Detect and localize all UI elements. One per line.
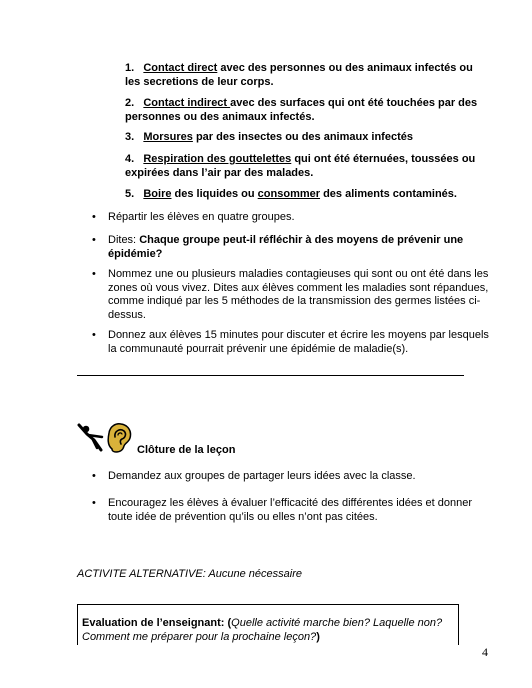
term-contact-indirect: Contact indirect bbox=[143, 97, 231, 109]
term-morsures: Morsures bbox=[143, 131, 193, 143]
bullet-glyph: • bbox=[92, 329, 96, 341]
numbered-item-2: 2. Contact indirect avec des surfaces qui ont été touchées par des personnes ou des animaux infectés. bbox=[125, 97, 478, 123]
stretching-person-icon bbox=[79, 425, 102, 450]
numbered-item-5: 5. Boire des liquides ou consommer des aliments contaminés. bbox=[125, 188, 457, 200]
term-consommer: consommer bbox=[257, 188, 321, 200]
closure-title: Clôture de la leçon bbox=[137, 444, 236, 456]
numbered-item-1: 1. Contact direct avec des personnes ou des animaux infectés ou les secretions de leur corps. bbox=[125, 62, 473, 88]
bullet-glyph: • bbox=[92, 211, 96, 223]
bullet-glyph: • bbox=[92, 497, 96, 509]
alternative-activity: ACTIVITE ALTERNATIVE: Aucune nécessaire bbox=[77, 568, 302, 580]
bullet-glyph: • bbox=[92, 234, 96, 246]
page-number: 4 bbox=[482, 645, 488, 659]
teacher-evaluation-box bbox=[77, 604, 459, 645]
term-respiration: Respiration des gouttelettes bbox=[143, 153, 292, 165]
section-divider bbox=[77, 375, 464, 376]
term-contact-direct: Contact direct bbox=[143, 62, 218, 74]
term-boire: Boire bbox=[143, 188, 172, 200]
ear-icon bbox=[108, 424, 130, 452]
teacher-evaluation-text: Evaluation de l’enseignant: (Quelle activité marche bien? Laquelle non? Comment me préparer pour la prochaine leçon?) bbox=[82, 617, 443, 643]
bullet-glyph: • bbox=[92, 470, 96, 482]
numbered-item-4: 4. Respiration des gouttelettes qui ont été éternuées, toussées ou expirées dans l’air par des malades. bbox=[125, 153, 476, 179]
closure-icons bbox=[76, 421, 134, 453]
bullet-glyph: • bbox=[92, 268, 96, 280]
numbered-item-3: 3. Morsures par des insectes ou des animaux infectés bbox=[125, 131, 413, 143]
